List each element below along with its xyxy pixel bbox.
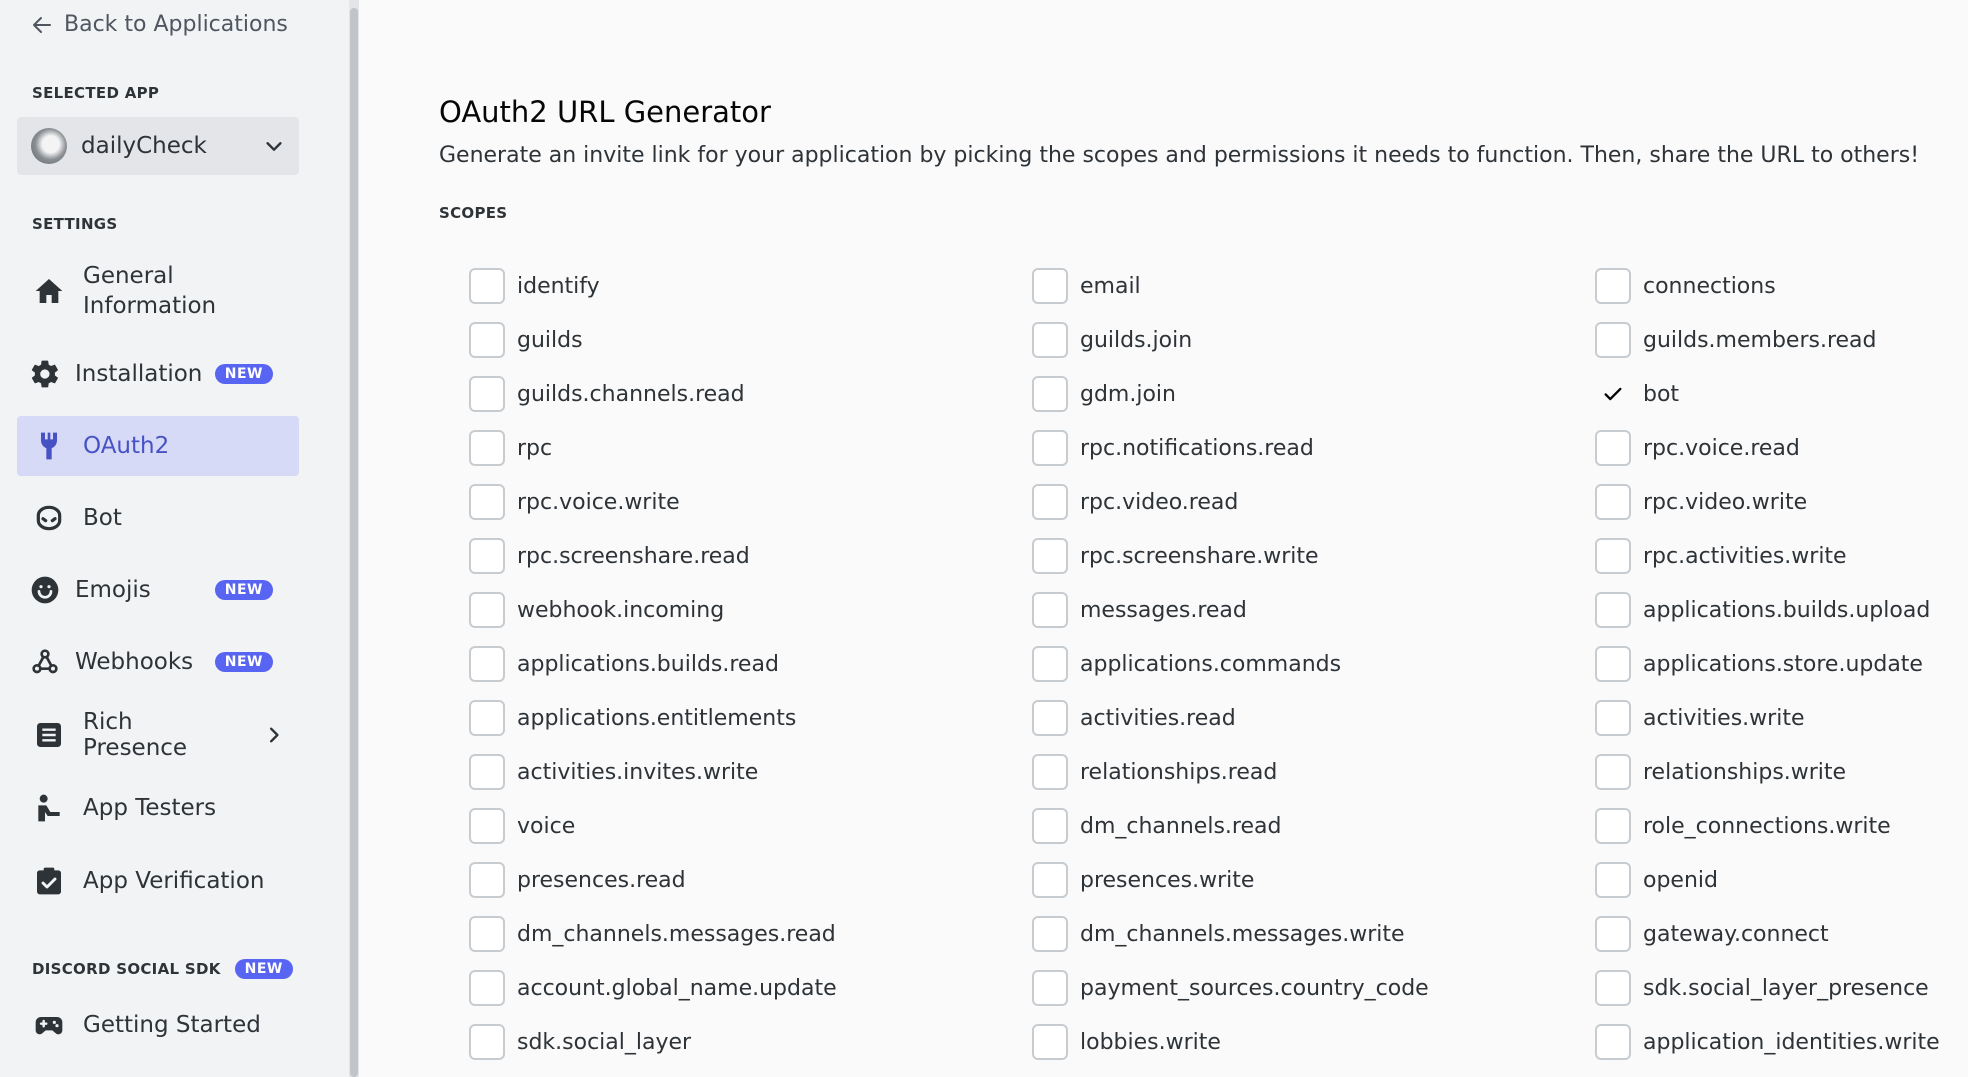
- sidebar-item-label: Rich Presence: [83, 709, 188, 761]
- new-badge: NEW: [215, 364, 273, 384]
- checkbox[interactable]: [1032, 862, 1068, 898]
- sidebar-item-label: Webhooks: [75, 649, 194, 675]
- sidebar-item-label: App Verification: [83, 868, 265, 894]
- scope-label: payment_sources.country_code: [1080, 975, 1429, 1001]
- scope-label: rpc.video.read: [1080, 489, 1239, 515]
- scope-checkbox-guilds-members-read[interactable]: [1595, 320, 1877, 360]
- sidebar-item-getting-started[interactable]: [17, 1001, 299, 1049]
- discord-social-sdk-label: [32, 959, 293, 979]
- scope-label: dm_channels.messages.read: [517, 921, 836, 947]
- checkbox[interactable]: [1595, 700, 1631, 736]
- scope-checkbox-applications-commands[interactable]: [1032, 644, 1341, 684]
- settings-label: [32, 215, 118, 233]
- scope-label: guilds.channels.read: [517, 381, 745, 407]
- checkbox[interactable]: [1032, 322, 1068, 358]
- arrow-left-icon: [30, 13, 54, 37]
- avatar: [31, 128, 67, 164]
- checkbox[interactable]: [469, 1024, 505, 1060]
- checkbox[interactable]: [1032, 592, 1068, 628]
- discord-social-sdk-label-text: DISCORD SOCIAL SDK: [32, 960, 221, 978]
- scope-checkbox-applications-entitlements[interactable]: [469, 698, 796, 738]
- scope-label: guilds: [517, 327, 583, 353]
- back-link-label: Back to Applications: [64, 12, 288, 37]
- checkbox[interactable]: [1032, 1024, 1068, 1060]
- page-description: Generate an invite link for your application by picking the scopes and permissions it needs to function. Then, share the URL to others!: [439, 143, 1920, 168]
- scope-checkbox-activities-read[interactable]: [1032, 698, 1236, 738]
- scope-checkbox-gateway-connect[interactable]: [1595, 914, 1829, 954]
- sidebar-item-label: General Information: [83, 263, 217, 319]
- gear-icon: [27, 356, 63, 392]
- main-content: [359, 0, 1968, 1077]
- sidebar-item-general-information[interactable]: [17, 258, 299, 324]
- smile-icon: [27, 572, 63, 608]
- scope-label: rpc.notifications.read: [1080, 435, 1314, 461]
- checkbox[interactable]: [1595, 916, 1631, 952]
- checkbox[interactable]: [1032, 538, 1068, 574]
- checkbox[interactable]: [469, 646, 505, 682]
- checkbox[interactable]: [469, 376, 505, 412]
- sidebar-item-label: Getting Started: [83, 1012, 261, 1038]
- scope-label: rpc.voice.read: [1643, 435, 1800, 461]
- scope-checkbox-rpc-activities-write[interactable]: [1595, 536, 1847, 576]
- scope-checkbox-webhook-incoming[interactable]: [469, 590, 724, 630]
- scope-checkbox-rpc-video-write[interactable]: [1595, 482, 1807, 522]
- checkbox[interactable]: [469, 754, 505, 790]
- checkbox[interactable]: [469, 970, 505, 1006]
- checkbox[interactable]: [1595, 538, 1631, 574]
- sidebar-item-installation[interactable]: [17, 350, 299, 398]
- scope-checkbox-rpc-screenshare-write[interactable]: [1032, 536, 1319, 576]
- scope-label: applications.builds.read: [517, 651, 779, 677]
- scope-label: sdk.social_layer: [517, 1029, 692, 1055]
- scope-checkbox-rpc-voice-write[interactable]: [469, 482, 680, 522]
- sidebar-item-webhooks[interactable]: [17, 638, 299, 686]
- scope-label: application_identities.write: [1643, 1029, 1940, 1055]
- scope-label: role_connections.write: [1643, 813, 1891, 839]
- checkbox[interactable]: [469, 268, 505, 304]
- app-name: dailyCheck: [81, 133, 207, 159]
- scope-checkbox-relationships-write[interactable]: [1595, 752, 1846, 792]
- checkbox[interactable]: [469, 484, 505, 520]
- scope-label: openid: [1643, 867, 1718, 893]
- scope-label: guilds.members.read: [1643, 327, 1877, 353]
- scope-label: activities.read: [1080, 705, 1236, 731]
- checkbox[interactable]: [1032, 700, 1068, 736]
- sidebar-item-label: Emojis: [75, 577, 151, 603]
- scope-checkbox-lobbies-write[interactable]: [1032, 1022, 1221, 1062]
- scope-checkbox-applications-builds-upload[interactable]: [1595, 590, 1930, 630]
- sidebar-item-rich-presence[interactable]: [17, 711, 299, 759]
- checkbox[interactable]: [1032, 808, 1068, 844]
- scope-checkbox-guilds[interactable]: [469, 320, 583, 360]
- scope-label: guilds.join: [1080, 327, 1193, 353]
- checkbox[interactable]: [1595, 1024, 1631, 1060]
- checkbox[interactable]: [1032, 754, 1068, 790]
- scope-checkbox-rpc-video-read[interactable]: [1032, 482, 1238, 522]
- scope-label: webhook.incoming: [517, 597, 725, 623]
- scope-label: email: [1080, 273, 1141, 299]
- scope-label: rpc: [517, 435, 553, 461]
- checkbox[interactable]: [1032, 268, 1068, 304]
- scope-label: voice: [517, 813, 576, 839]
- sidebar-item-app-verification[interactable]: [17, 857, 299, 905]
- selected-app-label: [32, 84, 159, 102]
- sidebar-item-label: Installation: [75, 361, 203, 387]
- sidebar-item-label: Bot: [83, 505, 122, 531]
- scope-checkbox-rpc-notifications-read[interactable]: [1032, 428, 1314, 468]
- scope-checkbox-payment-sources-country-code[interactable]: [1032, 968, 1429, 1008]
- checkbox[interactable]: [1032, 484, 1068, 520]
- checkbox[interactable]: [1032, 430, 1068, 466]
- new-badge: NEW: [215, 652, 273, 672]
- scope-label: rpc.screenshare.read: [517, 543, 750, 569]
- scope-checkbox-relationships-read[interactable]: [1032, 752, 1277, 792]
- scope-checkbox-account-global-name-update[interactable]: [469, 968, 837, 1008]
- scope-label: rpc.activities.write: [1643, 543, 1847, 569]
- checkbox[interactable]: [469, 430, 505, 466]
- scope-checkbox-dm-channels-messages-write[interactable]: [1032, 914, 1405, 954]
- scope-checkbox-applications-builds-read[interactable]: [469, 644, 779, 684]
- scope-checkbox-email[interactable]: [1032, 266, 1141, 306]
- scope-checkbox-activities-invites-write[interactable]: [469, 752, 758, 792]
- checkbox[interactable]: [1595, 808, 1631, 844]
- chevron-right-icon: [263, 724, 285, 746]
- webhook-icon: [27, 644, 63, 680]
- scope-label: presences.read: [517, 867, 686, 893]
- scope-checkbox-rpc[interactable]: [469, 428, 552, 468]
- checkbox[interactable]: [1595, 322, 1631, 358]
- scope-label: dm_channels.messages.write: [1080, 921, 1405, 947]
- checkbox[interactable]: [469, 862, 505, 898]
- checkbox[interactable]: [469, 322, 505, 358]
- checkbox[interactable]: [469, 700, 505, 736]
- scope-label: sdk.social_layer_presence: [1643, 975, 1929, 1001]
- new-badge: NEW: [235, 959, 293, 979]
- scope-checkbox-dm-channels-messages-read[interactable]: [469, 914, 836, 954]
- sidebar: [0, 0, 350, 1077]
- scope-label: rpc.voice.write: [517, 489, 680, 515]
- scope-label: bot: [1643, 381, 1680, 407]
- sidebar-item-app-testers[interactable]: [17, 784, 299, 832]
- scope-label: gdm.join: [1080, 381, 1176, 407]
- new-badge: NEW: [215, 580, 273, 600]
- checkbox[interactable]: [469, 538, 505, 574]
- scope-checkbox-presences-read[interactable]: [469, 860, 686, 900]
- checkbox[interactable]: [1595, 484, 1631, 520]
- clipboard-check-icon: [31, 863, 67, 899]
- sidebar-item-label: OAuth2: [83, 433, 170, 459]
- scopes-label: SCOPES: [439, 204, 508, 222]
- checkbox[interactable]: [1032, 970, 1068, 1006]
- scope-label: presences.write: [1080, 867, 1255, 893]
- gamepad-icon: [31, 1007, 67, 1043]
- scope-checkbox-guilds-channels-read[interactable]: [469, 374, 745, 414]
- person-icon: [31, 790, 67, 826]
- scope-label: connections: [1643, 273, 1776, 299]
- scope-label: account.global_name.update: [517, 975, 837, 1001]
- scope-label: applications.entitlements: [517, 705, 797, 731]
- sidebar-item-oauth2[interactable]: [17, 416, 299, 476]
- scope-label: relationships.write: [1643, 759, 1847, 785]
- checkmark-icon: [1602, 383, 1624, 405]
- scope-label: relationships.read: [1080, 759, 1278, 785]
- scope-label: applications.store.update: [1643, 651, 1923, 677]
- scope-checkbox-applications-store-update[interactable]: [1595, 644, 1923, 684]
- bot-icon: [31, 500, 67, 536]
- settings-label-text: SETTINGS: [32, 215, 118, 233]
- back-to-applications-link[interactable]: [30, 12, 288, 37]
- selected-app-label-text: SELECTED APP: [32, 84, 160, 102]
- scope-label: lobbies.write: [1080, 1029, 1221, 1055]
- scope-label: applications.commands: [1080, 651, 1342, 677]
- checkbox[interactable]: [1595, 592, 1631, 628]
- scope-checkbox-dm-channels-read[interactable]: [1032, 806, 1281, 846]
- sidebar-item-bot[interactable]: [17, 494, 299, 542]
- chevron-down-icon: [263, 135, 285, 157]
- checkbox[interactable]: [1595, 862, 1631, 898]
- scope-checkbox-messages-read[interactable]: [1032, 590, 1247, 630]
- checkbox[interactable]: [1032, 916, 1068, 952]
- scope-label: activities.invites.write: [517, 759, 759, 785]
- scope-checkbox-identify[interactable]: [469, 266, 600, 306]
- scope-checkbox-sdk-social-layer-presence[interactable]: [1595, 968, 1929, 1008]
- scope-checkbox-presences-write[interactable]: [1032, 860, 1254, 900]
- scope-checkbox-connections[interactable]: [1595, 266, 1776, 306]
- scope-label: rpc.video.write: [1643, 489, 1808, 515]
- scrollbar-thumb[interactable]: [350, 8, 358, 1077]
- scope-label: dm_channels.read: [1080, 813, 1282, 839]
- checkbox[interactable]: [469, 592, 505, 628]
- checkbox[interactable]: [1595, 970, 1631, 1006]
- checkbox[interactable]: [1595, 646, 1631, 682]
- sidebar-item-label: App Testers: [83, 795, 217, 821]
- scope-checkbox-openid[interactable]: [1595, 860, 1718, 900]
- checkbox[interactable]: [469, 808, 505, 844]
- wrench-icon: [31, 428, 67, 464]
- sidebar-scrollbar[interactable]: [349, 0, 359, 1077]
- scope-checkbox-guilds-join[interactable]: [1032, 320, 1192, 360]
- scope-label: activities.write: [1643, 705, 1805, 731]
- scope-label: gateway.connect: [1643, 921, 1829, 947]
- scope-checkbox-voice[interactable]: [469, 806, 575, 846]
- scope-checkbox-gdm-join[interactable]: [1032, 374, 1176, 414]
- checkbox[interactable]: [1595, 268, 1631, 304]
- scope-checkbox-application-identities-write[interactable]: [1595, 1022, 1940, 1062]
- checkbox-checked[interactable]: [1595, 376, 1631, 412]
- scope-checkbox-activities-write[interactable]: [1595, 698, 1805, 738]
- checkbox[interactable]: [1595, 430, 1631, 466]
- scope-checkbox-rpc-voice-read[interactable]: [1595, 428, 1800, 468]
- scope-checkbox-sdk-social-layer[interactable]: [469, 1022, 691, 1062]
- checkbox[interactable]: [1032, 376, 1068, 412]
- scope-checkbox-bot[interactable]: [1595, 374, 1679, 414]
- scope-checkbox-rpc-screenshare-read[interactable]: [469, 536, 750, 576]
- scope-label: rpc.screenshare.write: [1080, 543, 1319, 569]
- scope-label: identify: [517, 273, 600, 299]
- checkbox[interactable]: [1032, 646, 1068, 682]
- sidebar-item-emojis[interactable]: [17, 566, 299, 614]
- scope-label: applications.builds.upload: [1643, 597, 1931, 623]
- app-selector-dropdown[interactable]: [17, 117, 299, 175]
- document-icon: [31, 717, 67, 753]
- checkbox[interactable]: [469, 916, 505, 952]
- page-title: OAuth2 URL Generator: [439, 95, 771, 129]
- checkbox[interactable]: [1595, 754, 1631, 790]
- home-icon: [31, 273, 67, 309]
- scope-label: messages.read: [1080, 597, 1247, 623]
- scope-checkbox-role-connections-write[interactable]: [1595, 806, 1891, 846]
